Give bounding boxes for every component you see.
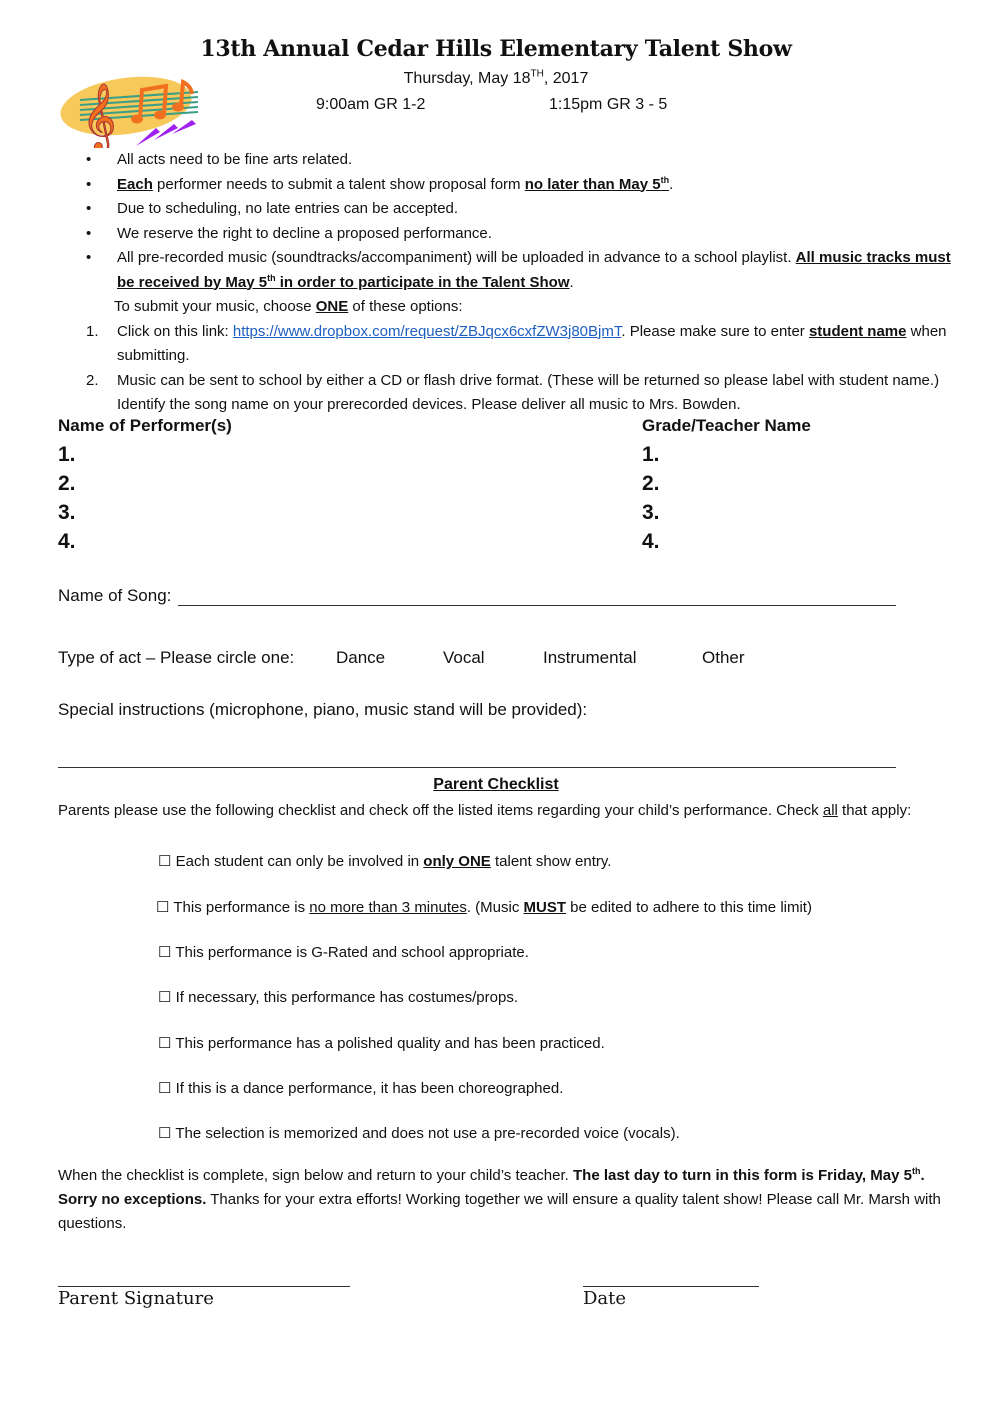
checkbox-icon[interactable]: ☐: [158, 989, 172, 1006]
text: . Please make sure to enter: [621, 322, 809, 340]
checkbox-icon[interactable]: ☐: [158, 1035, 172, 1052]
act-type-label: Type of act – Please circle one:: [58, 648, 295, 667]
bullet-icon: •: [86, 249, 92, 266]
checklist-item[interactable]: [158, 1034, 605, 1052]
performer-row-2[interactable]: 2.: [58, 472, 76, 495]
text: .: [569, 273, 574, 291]
grade-teacher-header: Grade/Teacher Name: [642, 416, 811, 435]
performers-header: Name of Performer(s): [58, 416, 232, 435]
deadline: . Sorry no exceptions.: [58, 1167, 925, 1208]
bullet-icon: •: [86, 175, 92, 193]
song-name-field[interactable]: [178, 605, 896, 606]
music-notes-icon: [58, 70, 203, 148]
special-instructions-field[interactable]: [58, 767, 896, 768]
grade-row-1[interactable]: 1.: [642, 443, 660, 466]
bullet-icon: •: [86, 224, 92, 242]
rule-item: [86, 148, 956, 173]
act-option-instrumental[interactable]: Instrumental: [543, 648, 637, 667]
date-field[interactable]: [583, 1286, 759, 1287]
checklist-title: Parent Checklist: [433, 776, 559, 793]
checkbox-icon[interactable]: ☐: [158, 853, 172, 870]
bullet-icon: •: [86, 200, 92, 217]
text: when submitting.: [117, 322, 947, 364]
grade-row-4[interactable]: 4.: [642, 530, 660, 553]
svg-text:𝄞: 𝄞: [82, 82, 117, 148]
rule-item: [86, 173, 956, 198]
rule-item: [86, 246, 956, 295]
text: performer needs to submit a talent show proposal form: [152, 175, 525, 193]
song-label: Name of Song:: [58, 586, 172, 605]
checkbox-icon[interactable]: ☐: [158, 1125, 172, 1142]
rule-text: All acts need to be fine arts related.: [117, 151, 353, 168]
deadline-text: no later than May 5: [524, 175, 661, 193]
sup: th: [911, 1166, 921, 1176]
text: Parents please use the following checklist and check off the listed items regarding your child’s performance. Check: [58, 802, 823, 819]
checklist-item[interactable]: [158, 988, 518, 1006]
grade-rows: [642, 440, 660, 556]
submit-intro: [86, 295, 956, 320]
submit-option-1: [86, 320, 956, 369]
parent-signature-label: Parent Signature: [58, 1288, 214, 1309]
checklist-item[interactable]: [158, 1079, 563, 1097]
checkbox-icon[interactable]: ☐: [156, 899, 170, 916]
emphasis: no more than 3 minutes: [309, 899, 467, 916]
text: of these options:: [348, 298, 463, 315]
act-option-vocal[interactable]: Vocal: [443, 648, 485, 667]
special-instructions-label: Special instructions (microphone, piano, music stand will be provided):: [58, 700, 588, 719]
text: Thanks for your extra efforts! Working together we will ensure a quality talent show! Please call Mr. Marsh with questions.: [58, 1191, 941, 1232]
text: When the checklist is complete, sign below and return to your child’s teacher.: [58, 1167, 573, 1184]
emphasis: all: [822, 802, 838, 819]
option-number: 2.: [86, 371, 99, 389]
option-number: 1.: [86, 322, 99, 340]
checklist-item[interactable]: [158, 852, 611, 870]
text: The selection is memorized and does not use a pre-recorded voice (vocals).: [175, 1125, 680, 1142]
emphasis: MUST: [523, 899, 567, 916]
bullet-icon: •: [86, 151, 92, 168]
rules-list: [86, 148, 956, 418]
closing-paragraph: [58, 1164, 943, 1236]
performer-rows: [58, 440, 76, 556]
text: Each student can only be involved in: [175, 853, 424, 870]
deadline: [525, 176, 669, 193]
performer-row-4[interactable]: 4.: [58, 530, 76, 553]
emphasis: student name: [808, 322, 907, 340]
dropbox-link[interactable]: https://www.dropbox.com/request/ZBJqcx6cxfZW3j80BjmT: [232, 322, 622, 340]
date-year: , 2017: [543, 70, 589, 87]
grade-row-2[interactable]: 2.: [642, 472, 660, 495]
checkbox-icon[interactable]: ☐: [158, 944, 172, 961]
text: in order to participate in the Talent Show: [275, 273, 570, 291]
submit-option-2: [86, 369, 956, 418]
emphasis: ONE: [315, 298, 349, 315]
text: talent show entry.: [490, 853, 612, 870]
text: Click on this link:: [117, 322, 233, 340]
text: that apply:: [837, 802, 912, 819]
session-time-1: 9:00am GR 1-2: [316, 96, 426, 113]
act-option-dance[interactable]: Dance: [336, 648, 386, 667]
text: This performance is: [173, 899, 310, 916]
emphasis: only ONE: [423, 853, 491, 870]
act-option-other[interactable]: Other: [702, 648, 745, 667]
text: This performance is G-Rated and school appropriate.: [175, 944, 529, 961]
checklist-item[interactable]: [158, 943, 529, 961]
option-text: Music can be sent to school by either a CD or flash drive format. (These will be returned so please label with student name.) Identify the song name on your prerecorded devices. Please deliver all music to Mrs. Bowden.: [117, 371, 940, 413]
sup: th: [267, 272, 276, 283]
performer-row-3[interactable]: 3.: [58, 501, 76, 524]
text: To submit your music, choose: [114, 298, 316, 315]
deadline: The last day to turn in this form is Friday, May 5: [573, 1167, 912, 1184]
text: All music tracks must be received by May 5: [117, 249, 951, 291]
text: All pre-recorded music (soundtracks/accompaniment) will be uploaded in advance to a school playlist.: [117, 249, 796, 266]
rule-text: Due to scheduling, no late entries can be accepted.: [117, 200, 459, 217]
date-sup: TH: [530, 68, 544, 80]
date-label: Date: [583, 1288, 627, 1309]
text: If necessary, this performance has costumes/props.: [175, 989, 518, 1006]
grade-row-3[interactable]: 3.: [642, 501, 660, 524]
session-time-2: 1:15pm GR 3 - 5: [549, 96, 668, 113]
checkbox-icon[interactable]: ☐: [158, 1080, 172, 1097]
text: This performance has a polished quality and has been practiced.: [175, 1035, 605, 1052]
checklist-intro: [58, 799, 938, 822]
rule-text: [117, 246, 956, 295]
checklist-item[interactable]: [156, 898, 812, 916]
rule-text: [117, 173, 956, 198]
rule-item: [86, 222, 956, 247]
page-title: 13th Annual Cedar Hills Elementary Talent Show: [200, 36, 792, 62]
checklist-item[interactable]: [158, 1124, 680, 1142]
text: .: [669, 175, 674, 193]
emphasis: Each: [117, 175, 153, 193]
text: be edited to adhere to this time limit): [566, 899, 812, 916]
rule-item: [86, 197, 956, 222]
text: If this is a dance performance, it has been choreographed.: [175, 1080, 564, 1097]
sup: th: [660, 174, 670, 185]
date-text: Thursday, May 18: [403, 70, 531, 87]
text: . (Music: [466, 899, 524, 916]
option-text: [117, 320, 956, 369]
parent-signature-field[interactable]: [58, 1286, 350, 1287]
performer-row-1[interactable]: 1.: [58, 443, 76, 466]
rule-text: We reserve the right to decline a proposed performance.: [117, 224, 492, 242]
